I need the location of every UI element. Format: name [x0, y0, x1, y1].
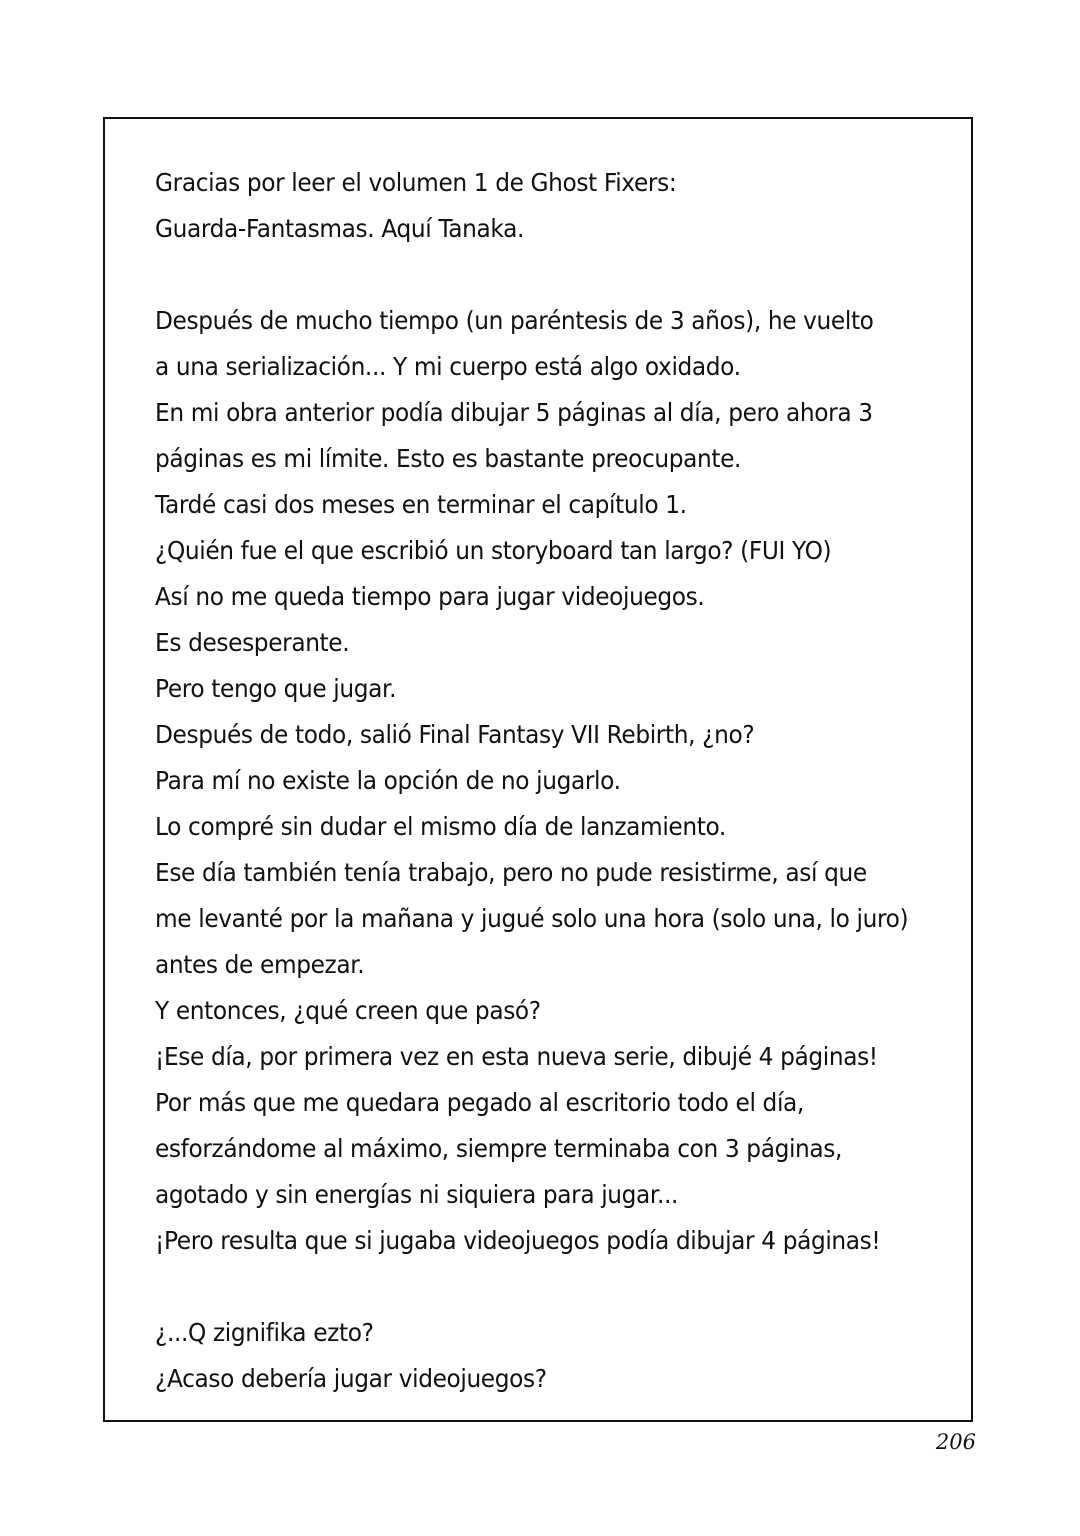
text-line: Y entonces, ¿qué creen que pasó? — [155, 996, 541, 1025]
text-line: páginas es mi límite. Esto es bastante preocupante. — [155, 444, 742, 473]
text-line: Es desesperante. — [155, 628, 350, 657]
paragraph — [155, 298, 909, 1264]
text-line: Tardé casi dos meses en terminar el capítulo 1. — [155, 490, 687, 519]
text-line: Pero tengo que jugar. — [155, 674, 397, 703]
text-line: ¡Ese día, por primera vez en esta nueva serie, dibujé 4 páginas! — [155, 1042, 878, 1071]
text-line: agotado y sin energías ni siquiera para jugar... — [155, 1180, 679, 1209]
paragraph-gap — [155, 252, 899, 298]
text-line: Gracias por leer el volumen 1 de Ghost Fixers: — [155, 168, 677, 197]
text-line: ¿...Q zignifika ezto? — [155, 1318, 374, 1347]
text-line: Ese día también tenía trabajo, pero no pude resistirme, así que — [155, 858, 867, 887]
text-line: Después de mucho tiempo (un paréntesis de 3 años), he vuelto — [155, 306, 874, 335]
author-note — [155, 160, 909, 1402]
text-line: Así no me queda tiempo para jugar videojuegos. — [155, 582, 705, 611]
text-line: me levanté por la mañana y jugué solo una hora (solo una, lo juro) — [155, 904, 909, 933]
paragraph — [155, 1310, 899, 1402]
text-line: Después de todo, salió Final Fantasy VII Rebirth, ¿no? — [155, 720, 755, 749]
text-line: Guarda-Fantasmas. Aquí Tanaka. — [155, 214, 524, 243]
paragraph — [155, 160, 899, 252]
page-number: 206 — [935, 1430, 976, 1454]
text-line: Por más que me quedara pegado al escritorio todo el día, — [155, 1088, 804, 1117]
text-line: Para mí no existe la opción de no jugarlo. — [155, 766, 621, 795]
text-line: En mi obra anterior podía dibujar 5 páginas al día, pero ahora 3 — [155, 398, 873, 427]
text-line: ¿Quién fue el que escribió un storyboard tan largo? (FUI YO) — [155, 536, 832, 565]
text-line: Lo compré sin dudar el mismo día de lanzamiento. — [155, 812, 726, 841]
text-line: ¿Acaso debería jugar videojuegos? — [155, 1364, 547, 1393]
text-line: a una serialización... Y mi cuerpo está algo oxidado. — [155, 352, 741, 381]
text-line: ¡Pero resulta que si jugaba videojuegos podía dibujar 4 páginas! — [155, 1226, 881, 1255]
text-line: esforzándome al máximo, siempre terminaba con 3 páginas, — [155, 1134, 843, 1163]
paragraph-gap — [155, 1264, 899, 1310]
text-line: antes de empezar. — [155, 950, 365, 979]
